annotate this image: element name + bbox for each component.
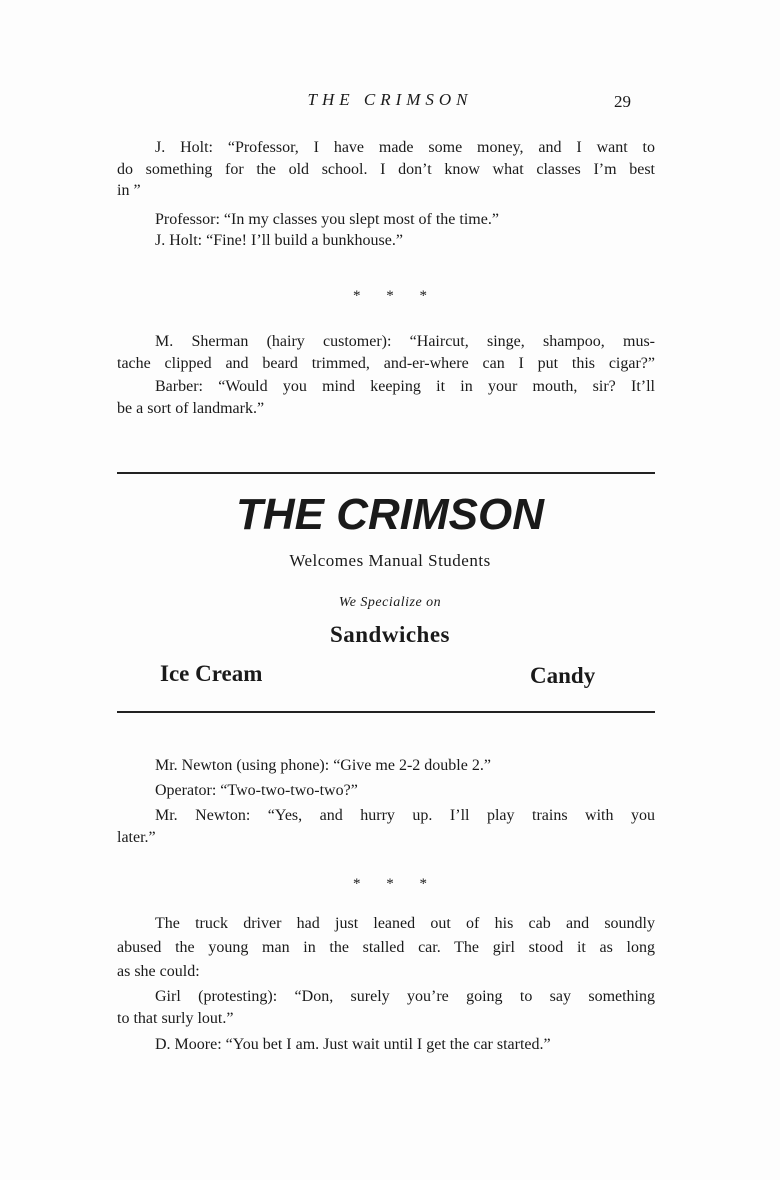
ad-item-sandwiches: Sandwiches: [329, 622, 451, 647]
text-line: The truck driver had just leaned out of his cab and soundly: [155, 915, 655, 932]
text-line: D. Moore: “You bet I am. Just wait until I get the car started.”: [155, 1036, 551, 1053]
text-line: Mr. Newton: “Yes, and hurry up. I’ll play trains with you: [155, 807, 655, 824]
text-line: M. Sherman (hairy customer): “Haircut, singe, shampoo, mus-: [155, 333, 655, 350]
section-separator: * * *: [353, 876, 427, 892]
text-line: later.”: [117, 829, 156, 846]
page-number: 29: [614, 92, 631, 111]
ad-welcome: Welcomes Manual Students: [289, 551, 491, 570]
text-line: Girl (protesting): “Don, surely you’re going to say something: [155, 988, 655, 1005]
text-line: abused the young man in the stalled car. The girl stood it as long: [117, 939, 655, 956]
ad-item-candy: Candy: [530, 663, 596, 688]
text-line: as she could:: [117, 963, 200, 980]
text-line: in ”: [117, 182, 141, 199]
ad-title: THE CRIMSON: [236, 490, 544, 539]
text-line: Mr. Newton (using phone): “Give me 2-2 double 2.”: [155, 757, 491, 774]
ad-item-ice-cream: Ice Cream: [160, 661, 263, 686]
text-line: Barber: “Would you mind keeping it in your mouth, sir? It’ll: [155, 378, 655, 395]
text-line: do something for the old school. I don’t know what classes I’m best: [117, 161, 655, 178]
text-line: J. Holt: “Fine! I’ll build a bunkhouse.”: [155, 232, 403, 249]
ad-top-rule: [117, 472, 655, 474]
running-title: THE CRIMSON: [307, 90, 473, 109]
ad-specialize: We Specialize on: [338, 595, 442, 610]
text-line: to that surly lout.”: [117, 1010, 234, 1027]
text-line: be a sort of landmark.”: [117, 400, 265, 417]
text-line: J. Holt: “Professor, I have made some money, and I want to: [155, 139, 655, 156]
text-line: Professor: “In my classes you slept most of the time.”: [155, 211, 499, 228]
section-separator: * * *: [353, 288, 427, 304]
text-line: tache clipped and beard trimmed, and-er-where can I put this cigar?”: [117, 355, 655, 372]
text-line: Operator: “Two-two-two-two?”: [155, 782, 358, 799]
ad-bottom-rule: [117, 711, 655, 713]
